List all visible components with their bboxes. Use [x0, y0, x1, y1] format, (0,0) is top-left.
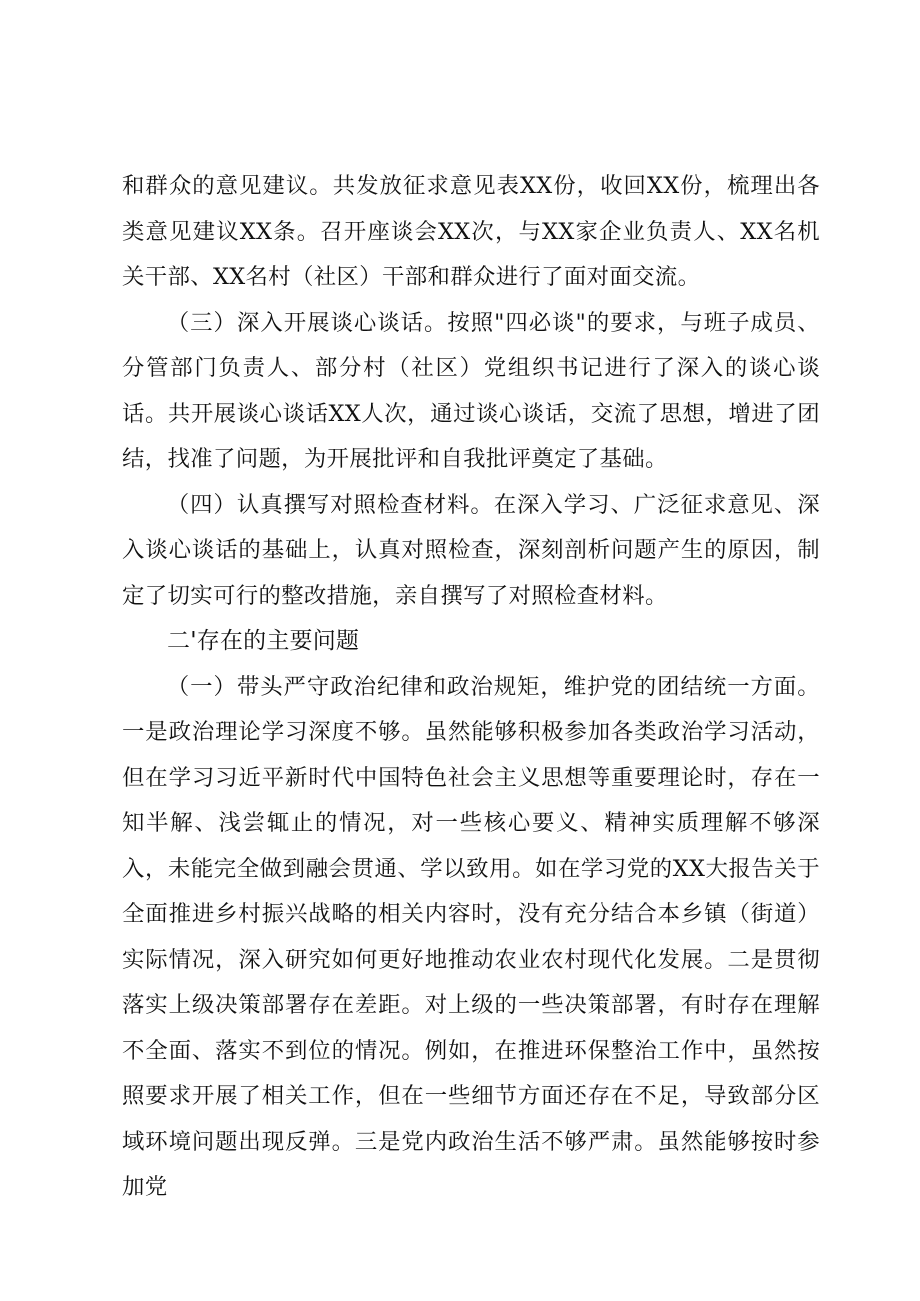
paragraph-political-discipline: （一）带头严守政治纪律和政治规矩，维护党的团结统一方面。一是政治理论学习深度不够。虽然能够积极参加各类政治学习活动，但在学习习近平新时代中国特色社会主义思想等重要理论时，存在一知半解、浅尝辄止的情况，对一些核心要义、精神实质理解不够深入，未能完全做到融会贯通、学以致用。如在学习党的XX大报告关于全面推进乡村振兴战略的相关内容时，没有充分结合本乡镇（街道）实际情况，深入研究如何更好地推动农业农村现代化发展。二是贯彻落实上级决策部署存在差距。对上级的一些决策部署，有时存在理解不全面、落实不到位的情况。例如，在推进环保整治工作中，虽然按照要求开展了相关工作，但在一些细节方面还存在不足，导致部分区域环境问题出现反弹。三是党内政治生活不够严肃。虽然能够按时参加党: [122, 673, 820, 1200]
paragraph-talks: （三）深入开展谈心谈话。按照"四必谈"的要求，与班子成员、分管部门负责人、部分村（社区）党组织书记进行了深入的谈心谈话。共开展谈心谈话XX人次，通过谈心谈话，交流了思想，增进了团结，找准了问题，为开展批评和自我批评奠定了基础。: [122, 309, 820, 472]
section-heading: 二'存在的主要问题: [167, 628, 360, 654]
paragraph-review-materials: （四）认真撰写对照检查材料。在深入学习、广泛征求意见、深入谈心谈话的基础上，认真对照检查，深刻剖析问题产生的原因，制定了切实可行的整改措施，亲自撰写了对照检查材料。: [122, 491, 820, 609]
paragraph-continuation: 和群众的意见建议。共发放征求意见表XX份，收回XX份，梳理出各类意见建议XX条。召开座谈会XX次，与XX家企业负责人、XX名机关干部、XX名村（社区）干部和群众进行了面对面交流。: [122, 173, 820, 290]
document-body: [122, 164, 820, 1211]
